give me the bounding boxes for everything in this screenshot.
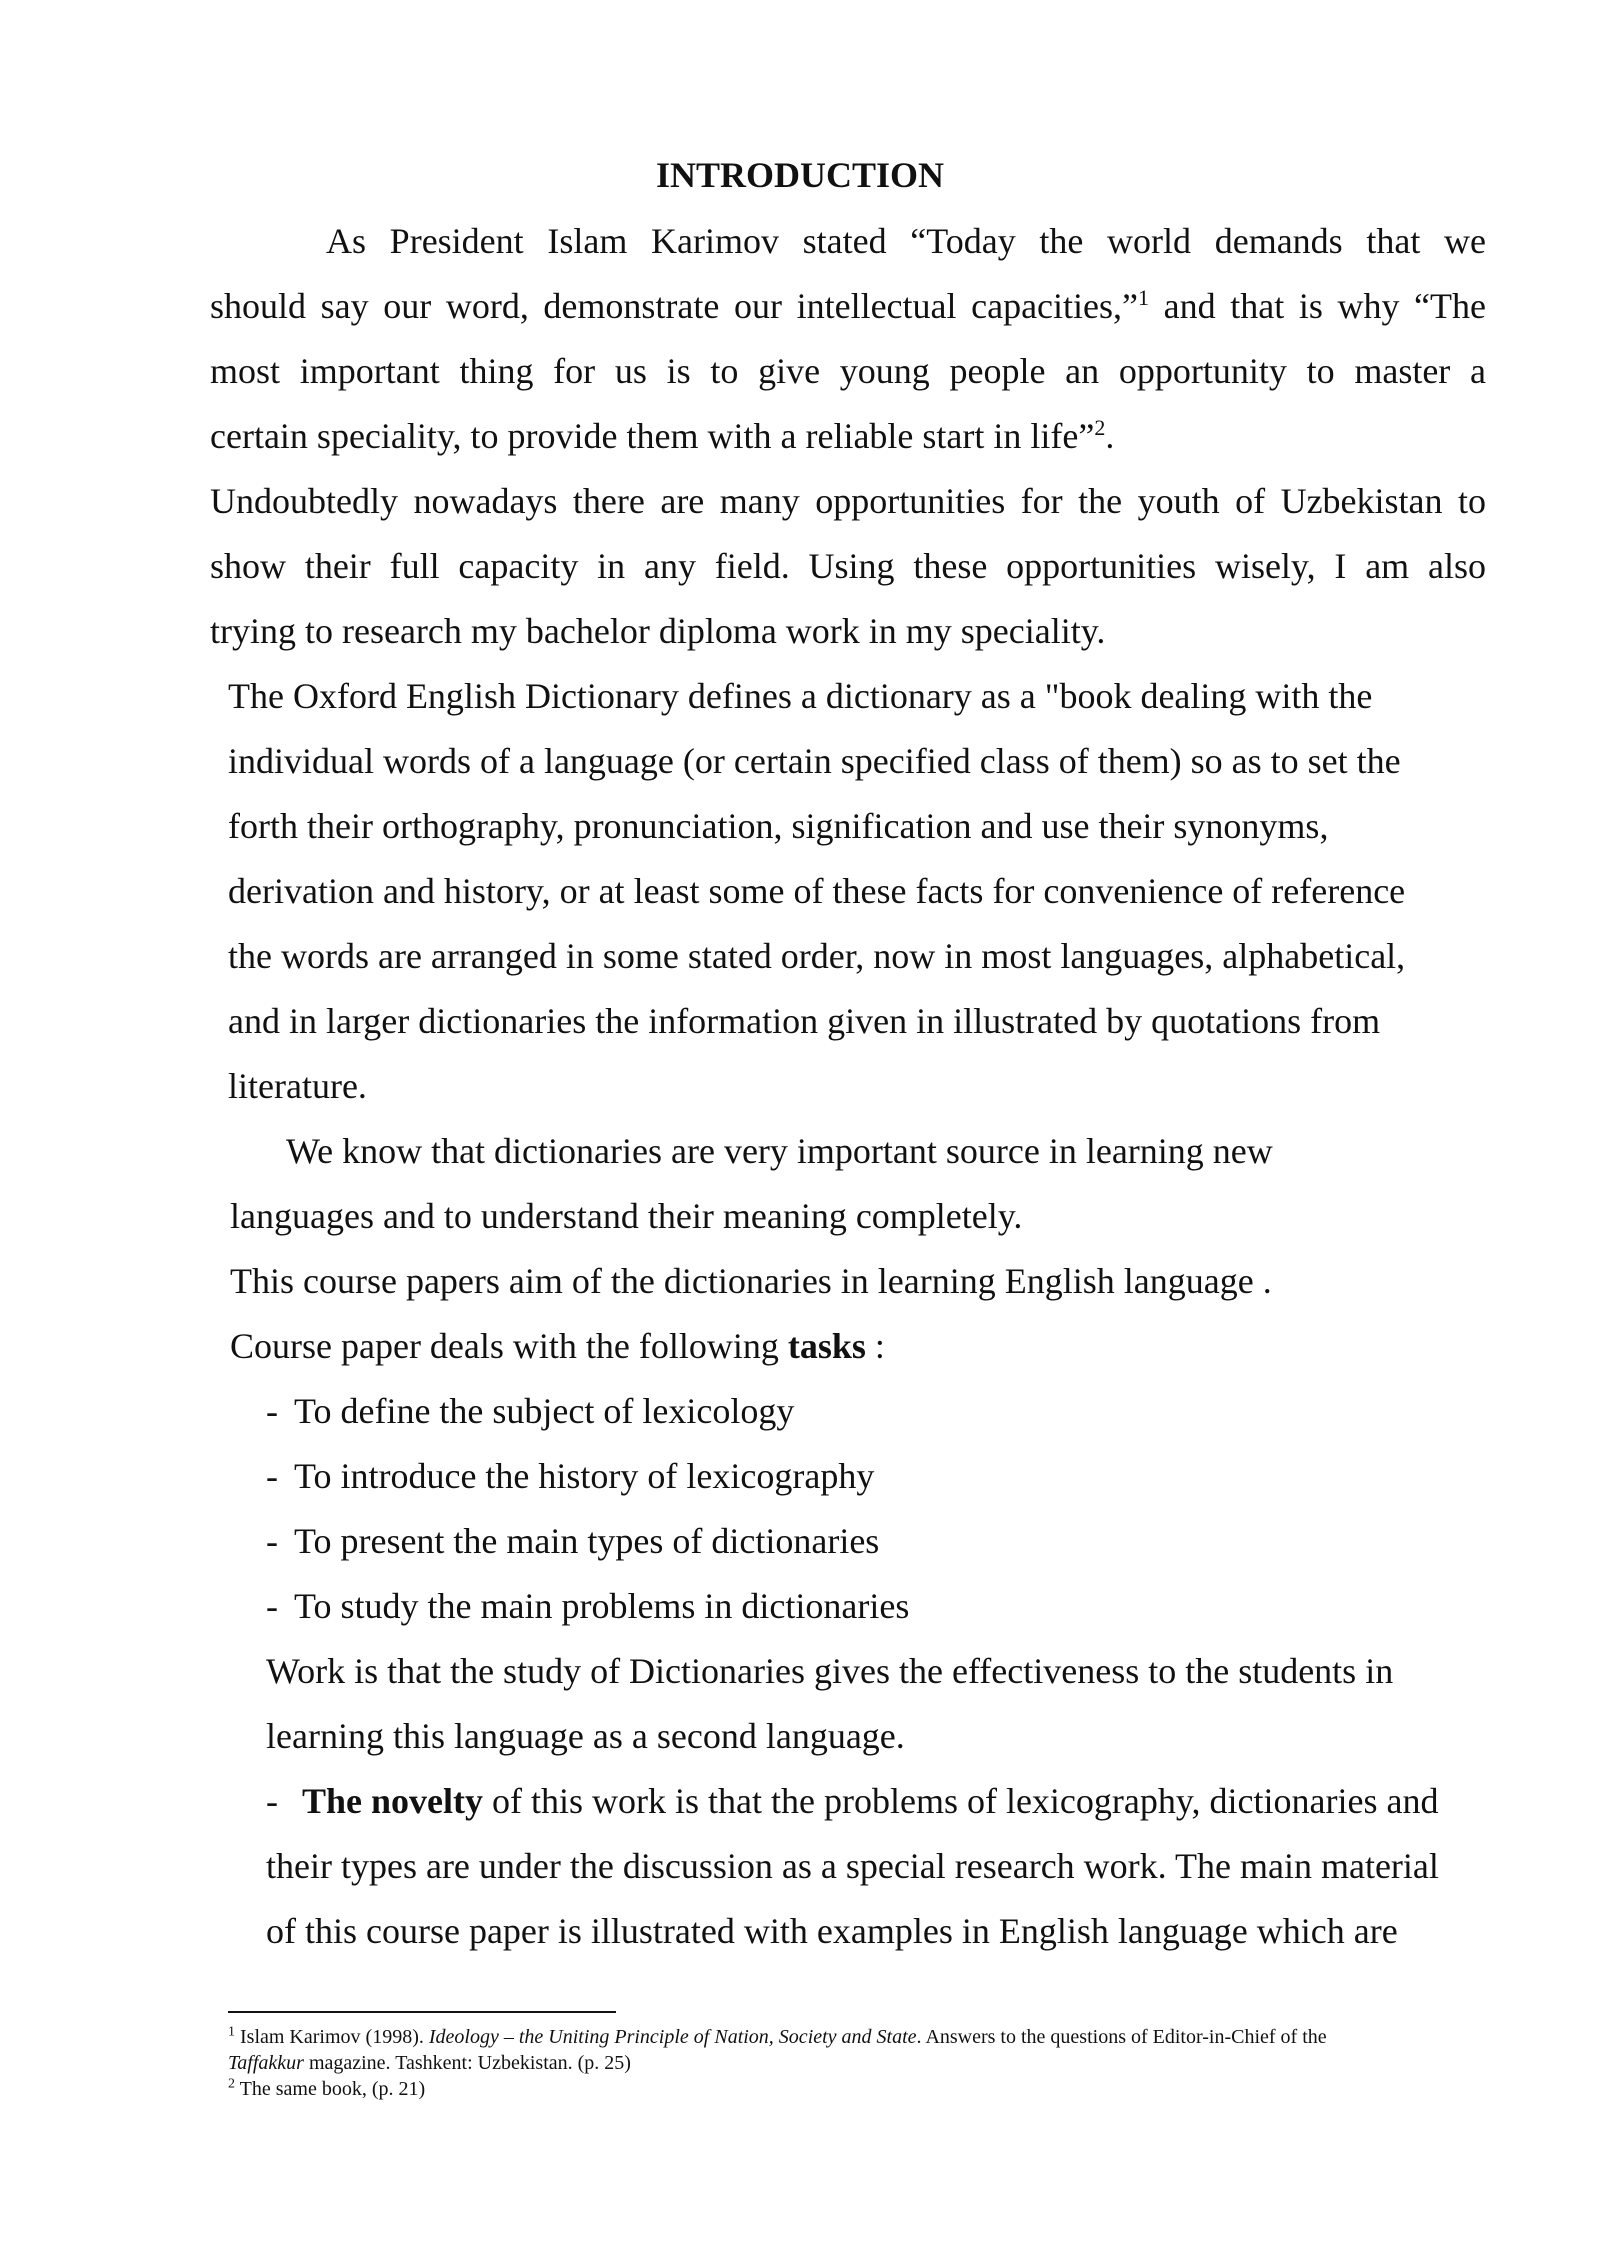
list-item	[266, 1444, 874, 1509]
tasks-label: tasks	[787, 1326, 866, 1366]
paragraph-line: derivation and history, or at least some of these facts for convenience of reference	[228, 871, 1406, 911]
text-run: should say our word, demonstrate our intellectual capacities,”	[210, 286, 1139, 326]
paragraph-line: literature.	[228, 1066, 367, 1106]
list-bullet: -	[266, 1586, 278, 1626]
page-title: INTRODUCTION	[655, 155, 945, 195]
paragraph-line: their types are under the discussion as a special research work. The main material	[266, 1846, 1439, 1886]
text-run: The same book, (p. 21)	[235, 2078, 426, 2100]
footnote-1	[228, 2024, 1488, 2076]
paragraph-line: of this course paper is illustrated with examples in English language which are	[266, 1911, 1398, 1951]
list-item	[266, 1574, 909, 1639]
footnote-ref-1: 1	[1138, 285, 1150, 310]
list-bullet: -	[266, 1456, 278, 1496]
paragraph-opportunities	[210, 469, 1486, 664]
footnote-ref-2: 2	[1094, 415, 1106, 440]
text-run: of this work is that the problems of lexicography, dictionaries and	[483, 1781, 1439, 1821]
paragraph-line: This course papers aim of the dictionaries in learning English language .	[230, 1261, 1272, 1301]
paragraph-line: languages and to understand their meaning completely.	[230, 1196, 1023, 1236]
list-item	[266, 1509, 879, 1574]
paragraph-dictionaries-importance	[230, 1119, 1490, 1249]
text-run: Islam Karimov (1998).	[235, 2026, 429, 2048]
list-item-text: To present the main types of dictionaries	[294, 1521, 880, 1561]
book-title: Ideology – the Uniting Principle of Nation, Society and State	[428, 2026, 917, 2048]
paragraph-line: show their full capacity in any field. Using these opportunities wisely, I am also	[210, 546, 1486, 586]
footnote-mark: 1	[228, 2024, 235, 2040]
paragraph-line: The Oxford English Dictionary defines a dictionary as a "book dealing with the	[228, 676, 1373, 716]
paragraph-work-effectiveness	[266, 1639, 1486, 1769]
list-item-text: To define the subject of lexicology	[294, 1391, 795, 1431]
paragraph-novelty	[266, 1769, 1486, 1964]
paragraph-karimov-quote	[210, 209, 1486, 469]
paragraph-line	[210, 404, 1486, 469]
text-run: :	[865, 1326, 885, 1366]
list-bullet: -	[266, 1521, 278, 1561]
list-item-text: To study the main problems in dictionaries	[294, 1586, 910, 1626]
list-bullet: -	[266, 1391, 278, 1431]
paragraph-line: trying to research my bachelor diploma work in my speciality.	[210, 611, 1106, 651]
paragraph-line: We know that dictionaries are very important source in learning new	[286, 1131, 1273, 1171]
footnote-separator	[228, 2011, 616, 2013]
paragraph-line: Work is that the study of Dictionaries gives the effectiveness to the students in	[266, 1651, 1394, 1691]
text-run: . Answers to the questions of Editor-in-Chief of the	[916, 2026, 1327, 2048]
text-run: Course paper deals with the following	[230, 1326, 788, 1366]
paragraph-line	[210, 274, 1486, 339]
paragraph-line	[266, 1769, 1486, 1834]
text-run: .	[1105, 416, 1115, 456]
paragraph-line: individual words of a language (or certain specified class of them) so as to set the	[228, 741, 1401, 781]
paragraph-line	[230, 1314, 1490, 1379]
footnotes	[228, 2024, 1488, 2102]
paragraph-tasks-intro	[230, 1314, 1490, 1379]
footnote-mark: 2	[228, 2076, 235, 2092]
text-run: and that is why “The	[1149, 286, 1486, 326]
paragraph-line: As President Islam Karimov stated “Today the world demands that we	[326, 221, 1486, 261]
paragraph-line: learning this language as a second language.	[266, 1716, 905, 1756]
list-bullet: -	[266, 1781, 278, 1821]
list-item	[266, 1379, 794, 1444]
paragraph-line: and in larger dictionaries the information given in illustrated by quotations from	[228, 1001, 1381, 1041]
paragraph-oxford-definition	[228, 664, 1488, 1119]
paragraph-line: forth their orthography, pronunciation, signification and use their synonyms,	[228, 806, 1329, 846]
text-run: magazine. Tashkent: Uzbekistan. (p. 25)	[303, 2052, 631, 2074]
paragraph-line: Undoubtedly nowadays there are many opportunities for the youth of Uzbekistan to	[210, 481, 1486, 521]
paragraph-line: the words are arranged in some stated order, now in most languages, alphabetical,	[228, 936, 1406, 976]
footnote-2	[228, 2076, 1488, 2102]
text-run: certain speciality, to provide them with a reliable start in life”	[210, 416, 1095, 456]
paragraph-line: most important thing for us is to give young people an opportunity to master a	[210, 351, 1486, 391]
paragraph-course-aim	[230, 1249, 1490, 1314]
novelty-label: The novelty	[302, 1781, 484, 1821]
magazine-title: Taffakkur	[228, 2052, 304, 2074]
list-item-text: To introduce the history of lexicography	[294, 1456, 875, 1496]
